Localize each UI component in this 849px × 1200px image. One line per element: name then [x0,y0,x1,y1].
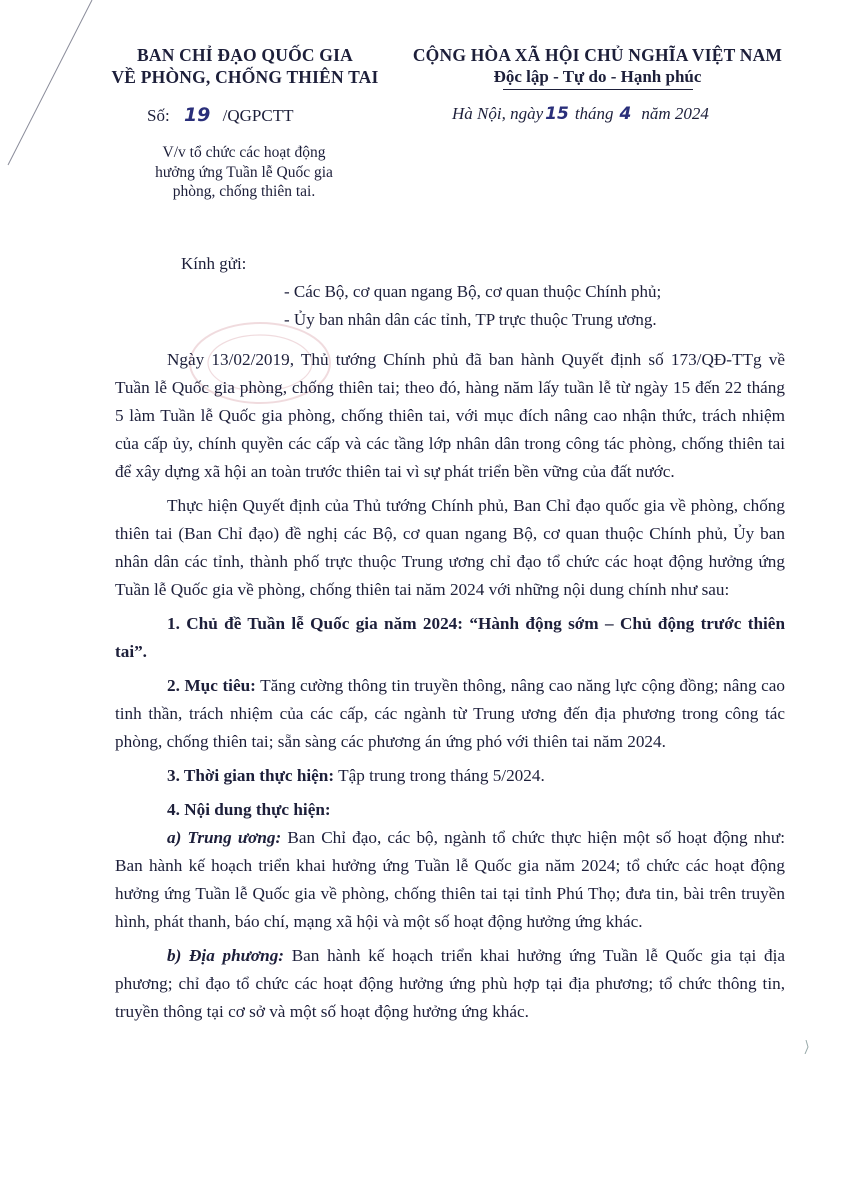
subsection-text: Ban hành kế hoạch triển khai hưởng ứng Tuần lễ Quốc gia tại địa phương; chỉ đạo tổ chức các hoạt động hưởng ứng phù hợp tại địa phương; tổ chức thông tin, truyền thông tại cơ sở và một số hoạt động hưởng ứng khác. [115,946,785,1021]
section-heading: 2. Mục tiêu: [167,676,256,695]
subject-line-3: phòng, chống thiên tai. [172,183,316,200]
place-and-date [452,104,709,124]
section-theme: 1. Chủ đề Tuần lễ Quốc gia năm 2024: “Hành động sớm – Chủ động trước thiên tai”. [115,614,785,661]
recipient-item: - Ủy ban nhân dân các tỉnh, TP trực thuộc Trung ương. [284,310,657,329]
date-month-label: tháng [574,104,614,123]
national-motto: Độc lập - Tự do - Hạnh phúc [493,67,702,86]
recipient-item: - Các Bộ, cơ quan ngang Bộ, cơ quan thuộc Chính phủ; [284,282,662,301]
subsection-central [115,824,785,936]
date-day-handwritten: 15 [545,104,569,124]
doc-number-handwritten: 19 [183,104,211,126]
section-heading: 3. Thời gian thực hiện: [167,766,335,785]
country-name: CỘNG HÒA XÃ HỘI CHỦ NGHĨA VIỆT NAM [412,45,783,65]
issuing-authority [100,44,390,88]
date-month-handwritten: 4 [619,104,632,124]
doc-number-suffix: /QGPCTT [222,106,294,125]
section-objectives [115,672,785,756]
addressee-label: Kính gửi: [181,254,247,273]
subsection-text: Ban Chỉ đạo, các bộ, ngành tổ chức thực hiện một số hoạt động như: Ban hành kế hoạch triển khai hưởng ứng Tuần lễ Quốc gia năm 2024; tổ chức các hoạt động hưởng ứng Tuần lễ Quốc gia về phòng, chống thiên tai tại tỉnh Phú Thọ; đưa tin, bài trên truyền hình, phát thanh, báo chí, mạng xã hội và một số hoạt động hưởng ứng khác. [115,828,785,931]
org-name-line1: BAN CHỈ ĐẠO QUỐC GIA [137,45,353,65]
date-year: năm 2024 [641,104,709,123]
scan-speck [802,1040,810,1054]
national-title [380,44,815,90]
scan-edge-line [0,0,100,170]
subsection-heading: b) Địa phương: [167,946,285,965]
date-place: Hà Nội, ngày [452,104,544,123]
subject-line-2: hưởng ứng Tuần lễ Quốc gia [155,163,333,181]
document-body [115,346,785,1026]
subsection-heading: a) Trung ương: [167,828,282,847]
subject-line-1: V/v tổ chức các hoạt động [162,144,326,161]
section-content-heading: 4. Nội dung thực hiện: [167,800,331,819]
section-timeline [115,762,785,790]
subsection-local [115,942,785,1026]
paragraph-background: Ngày 13/02/2019, Thủ tướng Chính phủ đã ban hành Quyết định số 173/QĐ-TTg về Tuần lễ Quốc gia phòng, chống thiên tai; theo đó, hàng năm lấy tuần lễ từ ngày 15 đến 22 tháng 5 làm Tuần lễ Quốc gia phòng, chống thiên tai, với mục đích nâng cao nhận thức, trách nhiệm của cấp ủy, chính quyền các cấp và các tầng lớp nhân dân trong công tác phòng, chống thiên tai để xây dựng xã hội an toàn trước thiên tai vì sự phát triển bền vững của đất nước. [115,350,785,481]
document-number [147,104,293,126]
motto-underline [503,89,693,90]
org-name-line2: VỀ PHÒNG, CHỐNG THIÊN TAI [111,67,379,87]
subject-line [110,143,378,202]
section-text: Tăng cường thông tin truyền thông, nâng cao năng lực cộng đồng; nâng cao tinh thần, trách nhiệm của các cấp, các ngành từ Trung ương đến địa phương trong công tác phòng, chống thiên tai; sẵn sàng các phương án ứng phó với thiên tai năm 2024. [115,676,785,751]
section-text: Tập trung trong tháng 5/2024. [334,766,545,785]
paragraph-request: Thực hiện Quyết định của Thủ tướng Chính phủ, Ban Chỉ đạo quốc gia về phòng, chống thiên tai (Ban Chỉ đạo) đề nghị các Bộ, cơ quan ngang Bộ, cơ quan thuộc Chính phủ, Ủy ban nhân dân các tỉnh, thành phố trực thuộc Trung ương chỉ đạo tổ chức các hoạt động hưởng ứng Tuần lễ Quốc gia về phòng, chống thiên tai năm 2024 với những nội dung chính như sau: [115,496,785,599]
doc-number-prefix: Số: [147,106,170,125]
